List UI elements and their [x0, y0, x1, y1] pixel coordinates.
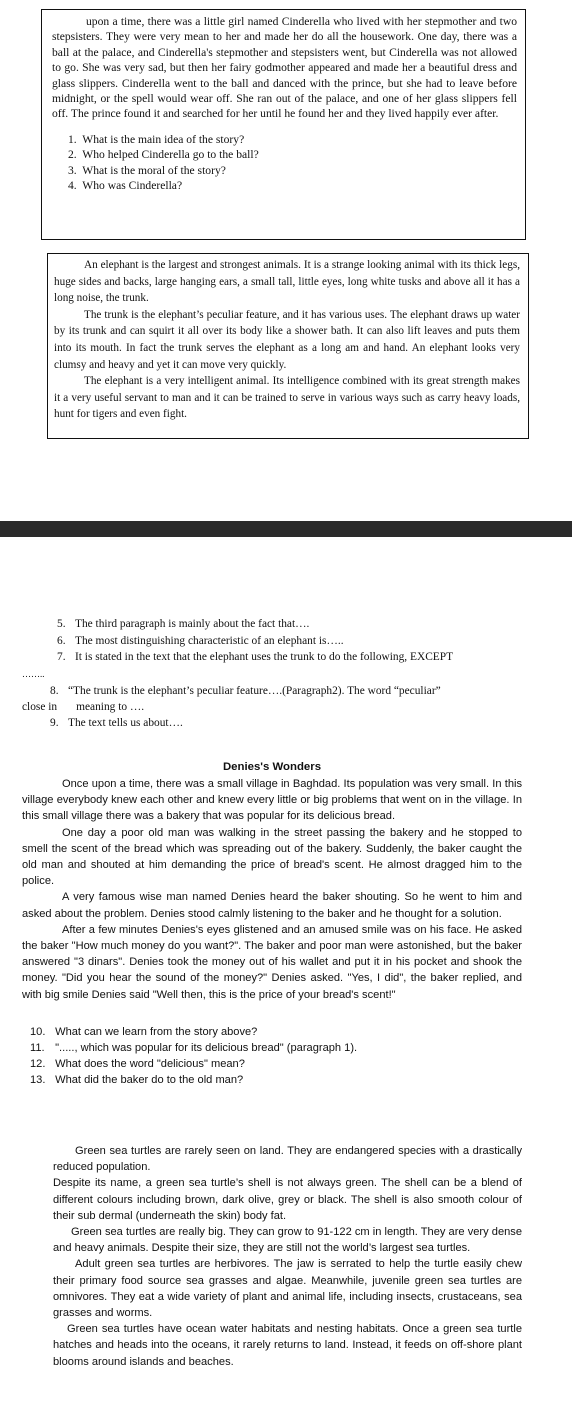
question-2: 2. Who helped Cinderella go to the ball? — [68, 148, 259, 162]
question-5: 5. The third paragraph is mainly about the fact that…. — [57, 618, 310, 630]
question-11: 11. "....., which was popular for its delicious bread" (paragraph 1). — [30, 1042, 358, 1054]
question-7-continuation: …….. — [22, 669, 45, 679]
turtles-paragraph-3: Green sea turtles are really big. They can grow to 91-122 cm in length. They are very dense and heavy animals. Despite their size, they are still not the world’s largest sea turtles. — [53, 1226, 522, 1255]
question-7: 7. It is stated in the text that the elephant uses the trunk to do the following, EXCEPT — [57, 651, 454, 663]
question-6: 6. The most distinguishing characteristic of an elephant is….. — [57, 635, 344, 647]
question-4: 4. Who was Cinderella? — [68, 179, 183, 193]
turtles-passage — [53, 1143, 522, 1370]
denies-paragraph-4: After a few minutes Denies's eyes glistened and an amused smile was on his face. He asked the baker "How much money do you want?". The baker and poor man were astonished, but the baker answered "3 dinars". Denies took the money out of his wallet and put it in his pocket and shook the money. "Did you hear the sound of the money?" Denies asked. "Yes, I did", the baker replied, and with big smile Denies said "Well then, this is the price of your bread's scent!" — [22, 923, 522, 1001]
elephant-passage-box — [47, 253, 529, 439]
question-3: 3. What is the moral of the story? — [68, 163, 226, 177]
turtles-paragraph-4: Adult green sea turtles are herbivores. The jaw is serrated to help the turtle easily chew their primary food source sea grasses and algae. Meanwhile, juvenile green sea turtles are omnivores. They eat a wide variety of plant and animal life, including insects, crustaceans, sea grasses and worms. — [53, 1258, 522, 1320]
denies-paragraph-2: One day a poor old man was walking in the street passing the bakery and he stopped to smell the scent of the bread which was spreading out of the bakery. Suddenly, the baker caught the old man and shouted at him demanding the price of bread's scent. He almost dragged him to the police. — [22, 826, 522, 888]
cinderella-question-list — [52, 132, 517, 194]
page-divider — [0, 521, 572, 537]
elephant-paragraph-1: An elephant is the largest and strongest animals. It is a strange looking animal with its thick legs, huge sides and backs, large hanging ears, a small tall, little eyes, long white tusks and above all it has a long noise, the trunk. — [54, 259, 520, 305]
denies-question-list — [30, 1024, 357, 1088]
denies-paragraph-3: A very famous wise man named Denies heard the baker shouting. So he went to him and asked about the problem. Denies stood calmly listening to the baker and he thought for a solution. — [22, 891, 522, 920]
question-9: 9. The text tells us about…. — [50, 717, 183, 729]
cinderella-passage-box — [41, 9, 526, 240]
question-1: 1. What is the main idea of the story? — [68, 132, 245, 146]
cinderella-paragraph: upon a time, there was a little girl named Cinderella who lived with her stepmother and two stepsisters. They were very mean to her and made her do all the housework. One day, there was a ball at the palace, and Cinderella's stepmother and stepsisters went, but Cinderella was not allowed to go. She was very sad, but then her fairy godmother appeared and made her a beautiful dress and glass slippers. Cinderella went to the ball and danced with the prince, but she had to leave before midnight, or the spell would wear off. She ran out of the palace, and one of her glass slippers fell off. The prince found it and searched for her until he found her and they lived happily ever after. — [52, 15, 517, 121]
question-10: 10. What can we learn from the story above? — [30, 1026, 258, 1038]
elephant-paragraph-3: The elephant is a very intelligent animal. Its intelligence combined with its great strength makes it a very useful servant to man and it can be trained to serve in various ways such as carry heavy loads, hunt for tigers and even fight. — [54, 375, 520, 421]
denies-title: Denies's Wonders — [222, 761, 322, 773]
elephant-paragraph-2: The trunk is the elephant’s peculiar feature, and it has various uses. The elephant draws up water by its trunk and can squirt it all over its body like a shower bath. It can also lift leaves and puts them into its mouth. In fact the trunk serves the elephant as a long am and hand. An elephant looks very clumsy and heavy and yet it can move very quickly. — [54, 308, 520, 371]
denies-paragraph-1: Once upon a time, there was a small village in Baghdad. Its population was very small. In this village everybody knew each other and knew every little or big problems that went on in the village. In this small village there was a bakery that was popular for its delicious bread. — [22, 778, 522, 823]
denies-passage — [22, 759, 522, 1003]
turtles-paragraph-2: Despite its name, a green sea turtle’s shell is not always green. The shell can be a blend of different colours including brown, dark olive, grey or black. The shell is also smooth colour of their sub dermal (underneath the skin) body fat. — [53, 1177, 522, 1222]
turtles-paragraph-1: Green sea turtles are rarely seen on land. They are endangered species with a drastically reduced population. — [53, 1145, 522, 1174]
question-12: 12. What does the word "delicious" mean? — [30, 1058, 245, 1070]
question-8: 8. “The trunk is the elephant’s peculiar feature….(Paragraph2). The word “peculiar” — [50, 685, 441, 697]
question-13: 13. What did the baker do to the old man? — [30, 1074, 244, 1086]
question-8-continuation: close in meaning to …. — [22, 701, 145, 713]
turtles-paragraph-5: Green sea turtles have ocean water habitats and nesting habitats. Once a green sea turtle hatches and heads into the oceans, it rarely returns to land. Instead, it feeds on off-shore plant blooms around islands and beaches. — [53, 1323, 522, 1368]
